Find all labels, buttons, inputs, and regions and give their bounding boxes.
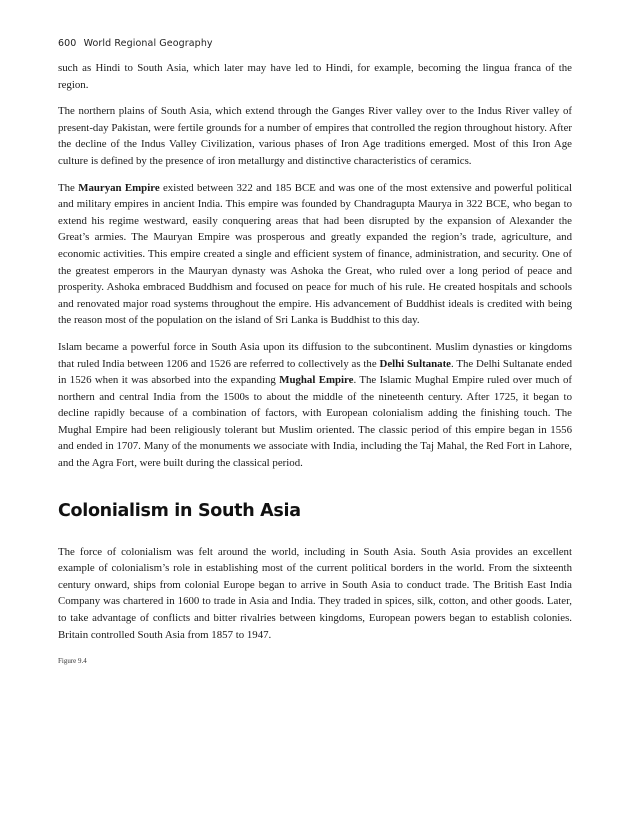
running-header bbox=[58, 38, 213, 49]
section-heading: Colonialism in South Asia bbox=[58, 500, 301, 521]
paragraph-colonialism: The force of colonialism was felt around the world, including in South Asia. South Asia provides an excellent example of colonialism’s role in establishing most of the current political borders in the world. From the sixteenth century onward, ships from colonial Europe began to arrive in South Asia to conduct trade. The British East India Company was chartered in 1600 to trade in Asia and India. They traded in spices, silk, cotton, and other goods. Later, to take advantage of conflicts and bitter rivalries between kingdoms, European powers began to establish colonies. Britain controlled South Asia from 1857 to 1947. bbox=[58, 545, 572, 641]
paragraph-northern-plains: The northern plains of South Asia, which extend through the Ganges River valley over to the Indus River valley of present-day Pakistan, were fertile grounds for a number of empires that controlled the region throughout history. After the decline of the Indus Valley Civilization, various phases of Iron Age traditions emerged. Most of this Iron Age culture is defined by the presence of iron metallurgy and distinctive characteristics of ceramics. bbox=[58, 105, 572, 167]
key-term-delhi-sultanate: Delhi Sultanate bbox=[379, 357, 451, 370]
text-run: . The Islamic Mughal Empire ruled over much of northern and central India from the 1500s to about the middle of the nineteenth century. After 1725, it began to decline rapidly because of a combination of factors, with European colonialism adding the finishing touch. The Mughal Empire had been religiously tolerant but Muslim oriented. The classic period of this empire began in 1556 and ended in 1707. Many of the monuments we associate with India, including the Taj Mahal, the Red Fort in Lahore, and the Agra Fort, were built during the classical period. bbox=[58, 374, 572, 470]
key-term-mughal-empire: Mughal Empire bbox=[279, 374, 354, 387]
page-number: 600 bbox=[58, 38, 77, 49]
paragraph-continued: such as Hindi to South Asia, which later may have led to Hindi, for example, becoming the lingua franca of the region. bbox=[58, 62, 572, 91]
text-run: . The Delhi Sultanate ended in 1526 when it was absorbed into the expanding bbox=[58, 357, 572, 387]
paragraph-mauryan-empire bbox=[58, 180, 572, 329]
text-run: Islam became a powerful force in South Asia upon its diffusion to the subcontinent. Muslim dynasties or kingdoms that ruled India between 1206 and 1526 are referred to collectively as the bbox=[58, 340, 572, 370]
body-text bbox=[58, 60, 572, 670]
text-run: The bbox=[58, 181, 79, 194]
key-term-mauryan-empire: Mauryan Empire bbox=[78, 181, 160, 194]
text-run: existed between 322 and 185 BCE and was one of the most extensive and powerful political and military empires in ancient India. This empire was founded by Chandragupta Maurya in 322 BCE, who began to extend his regime westward, easily conquering areas that had been disrupted by the expansion of Alexander the Great’s armies. The Mauryan Empire was prosperous and greatly expanded the region’s trade, agriculture, and economic activities. This empire created a single and efficient system of finance, administration, and security. One of the greatest emperors in the Mauryan dynasty was Ashoka the Great, who ruled over a long period of peace and prosperity. Ashoka embraced Buddhism and focused on peace for much of his rule. He created hospitals and schools and renovated major road systems throughout the empire. His advancement of Buddhist ideals is credited with being the reason most of the population on the island of Sri Lanka is Buddhist to this day. bbox=[58, 181, 572, 327]
book-title: World Regional Geography bbox=[83, 38, 213, 49]
paragraph-islam bbox=[58, 339, 572, 472]
figure-label: Figure 9.4 bbox=[58, 657, 87, 666]
